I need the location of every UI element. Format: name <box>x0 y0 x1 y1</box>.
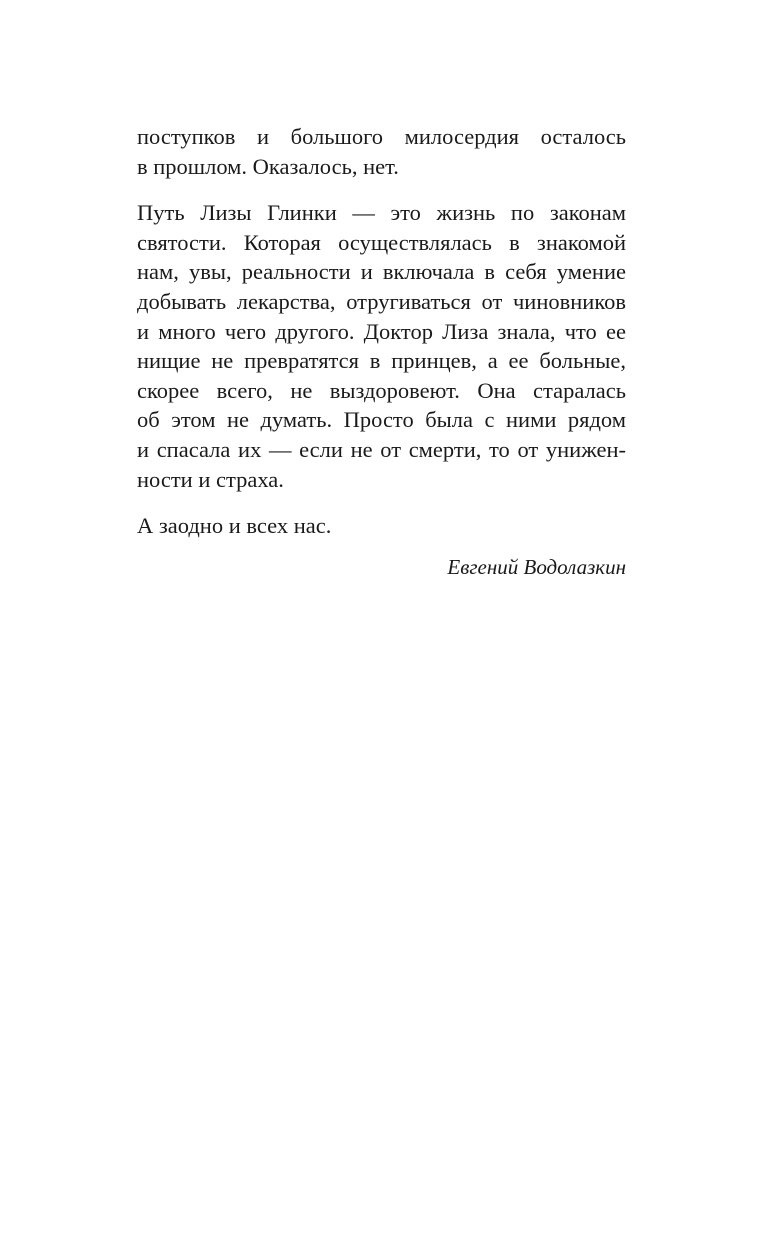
paragraph-2 <box>137 198 626 494</box>
text-line: в прошлом. Оказалось, нет. <box>137 153 399 179</box>
text-line: Путь Лизы Глинки — это жизнь по законам <box>137 200 626 226</box>
paragraph-3 <box>137 511 626 541</box>
text-line: и много чего другого. Доктор Лиза знала, что ее <box>137 318 626 344</box>
text-line: А заодно и всех нас. <box>137 513 332 539</box>
page-text <box>137 122 626 582</box>
text-line: об этом не думать. Просто была с ними рядом <box>137 407 626 433</box>
text-line: нищие не превратятся в принцев, а ее больные, <box>137 348 626 374</box>
text-line: скорее всего, не выздоровеют. Она старалась <box>137 377 626 403</box>
author-signature: Евгений Водолазкин <box>447 554 626 579</box>
text-line: святости. Которая осуществлялась в знакомой <box>137 229 626 255</box>
text-line: и спасала их — если не от смерти, то от унижен- <box>137 436 626 462</box>
text-line: поступков и большого милосердия осталось <box>137 124 626 149</box>
text-line: добывать лекарства, отругиваться от чиновников <box>137 288 626 314</box>
text-line: нам, увы, реальности и включала в себя умение <box>137 259 626 285</box>
paragraph-1 <box>137 122 626 181</box>
text-line: ности и страха. <box>137 466 284 492</box>
